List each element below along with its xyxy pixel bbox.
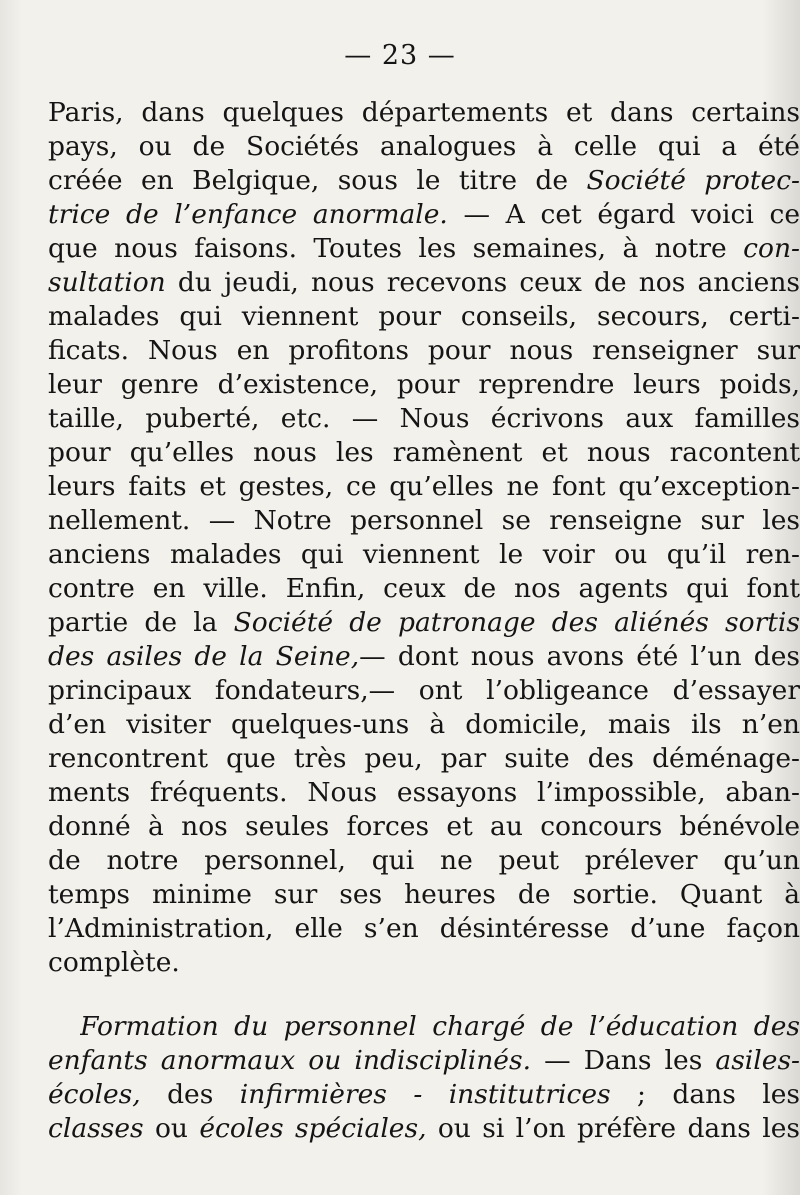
text-line [48, 436, 800, 470]
text-segment: nellement. — Notre personnel se renseigne sur les [48, 505, 800, 536]
text-line [48, 402, 800, 436]
text-segment: ou si l’on préfère dans les [426, 1113, 800, 1144]
text-line [48, 130, 800, 164]
text-line [48, 300, 800, 334]
text-line [80, 1010, 800, 1044]
text-segment: — dont nous avons été l’un des [359, 641, 800, 672]
text-line [48, 198, 800, 232]
text-segment: Société de patronage des aliénés sortis [233, 607, 800, 638]
text-segment: des asiles de la Seine, [48, 641, 360, 672]
text-line [48, 1078, 800, 1112]
text-line [48, 1044, 800, 1078]
text-line [48, 708, 800, 742]
text-line [48, 912, 800, 946]
text-line [48, 742, 800, 776]
text-line [48, 946, 800, 980]
text-segment: trice de l’enfance anormale. [48, 199, 448, 230]
text-line [48, 470, 800, 504]
text-line [48, 504, 800, 538]
text-segment: malades qui viennent pour conseils, secours, certi- [48, 301, 800, 332]
text-segment: écoles, [48, 1079, 141, 1110]
text-segment: écoles spéciales, [199, 1113, 427, 1144]
text-segment: ments fréquents. Nous essayons l’impossible, aban- [48, 777, 800, 808]
text-segment: infirmières - institutrices [239, 1079, 611, 1110]
text-line [48, 232, 800, 266]
text-segment: classes [48, 1113, 144, 1144]
text-segment: donné à nos seules forces et au concours bénévole [48, 811, 800, 842]
text-line [48, 538, 800, 572]
text-line [48, 844, 800, 878]
text-line [48, 334, 800, 368]
text-segment: asiles- [715, 1045, 800, 1076]
text-line [48, 96, 800, 130]
text-segment: ficats. Nous en profitons pour nous renseigner sur [48, 335, 800, 366]
text-line [48, 674, 800, 708]
text-segment: que nous faisons. Toutes les semaines, à notre [48, 233, 744, 264]
text-segment: leur genre d’existence, pour reprendre leurs poids, [48, 369, 800, 400]
text-segment: leurs faits et gestes, ce qu’elles ne font qu’exception- [48, 471, 800, 502]
text-segment: — Dans les [531, 1045, 716, 1076]
text-line [48, 368, 800, 402]
text-segment: Paris, dans quelques départements et dans certains [48, 97, 800, 128]
page-number: — 23 — [344, 40, 456, 71]
text-segment: Formation du personnel chargé de l’éducation des [80, 1011, 800, 1042]
text-segment: sultation [48, 267, 166, 298]
text-segment: Société protec- [586, 165, 800, 196]
text-line [48, 776, 800, 810]
text-segment: de notre personnel, qui ne peut prélever qu’un [48, 845, 800, 876]
text-line [48, 810, 800, 844]
text-segment: pays, ou de Sociétés analogues à celle qui a été [48, 131, 800, 162]
text-line [48, 640, 800, 674]
text-segment: anciens malades qui viennent le voir ou qu’il ren- [48, 539, 800, 570]
text-segment: des [140, 1079, 240, 1110]
text-line [48, 266, 800, 300]
text-segment: principaux fondateurs,— ont l’obligeance d’essayer [48, 675, 800, 706]
text-segment: créée en Belgique, sous le titre de [48, 165, 587, 196]
text-line [48, 572, 800, 606]
text-segment: rencontrent que très peu, par suite des déménage- [48, 743, 800, 774]
text-segment: temps minime sur ses heures de sortie. Quant à [48, 879, 800, 910]
text-line [48, 878, 800, 912]
text-segment: d’en visiter quelques-uns à domicile, mais ils n’en [48, 709, 800, 740]
text-segment: enfants anormaux ou indisciplinés. [48, 1045, 532, 1076]
text-segment: con- [743, 233, 800, 264]
text-segment: ; dans les [610, 1079, 800, 1110]
text-line [48, 1112, 800, 1146]
text-segment: l’Administration, elle s’en désintéresse d’une façon [48, 913, 800, 944]
text-segment: complète. [48, 947, 180, 978]
text-segment: — A cet égard voici ce [447, 199, 800, 230]
text-segment: du jeudi, nous recevons ceux de nos anciens [165, 267, 800, 298]
text-segment: taille, puberté, etc. — Nous écrivons aux familles [48, 403, 800, 434]
text-segment: partie de la [48, 607, 234, 638]
text-segment: pour qu’elles nous les ramènent et nous racontent [48, 437, 800, 468]
text-line [48, 164, 800, 198]
text-line [48, 606, 800, 640]
text-segment: ou [143, 1113, 200, 1144]
text-segment: contre en ville. Enfin, ceux de nos agents qui font [48, 573, 800, 604]
